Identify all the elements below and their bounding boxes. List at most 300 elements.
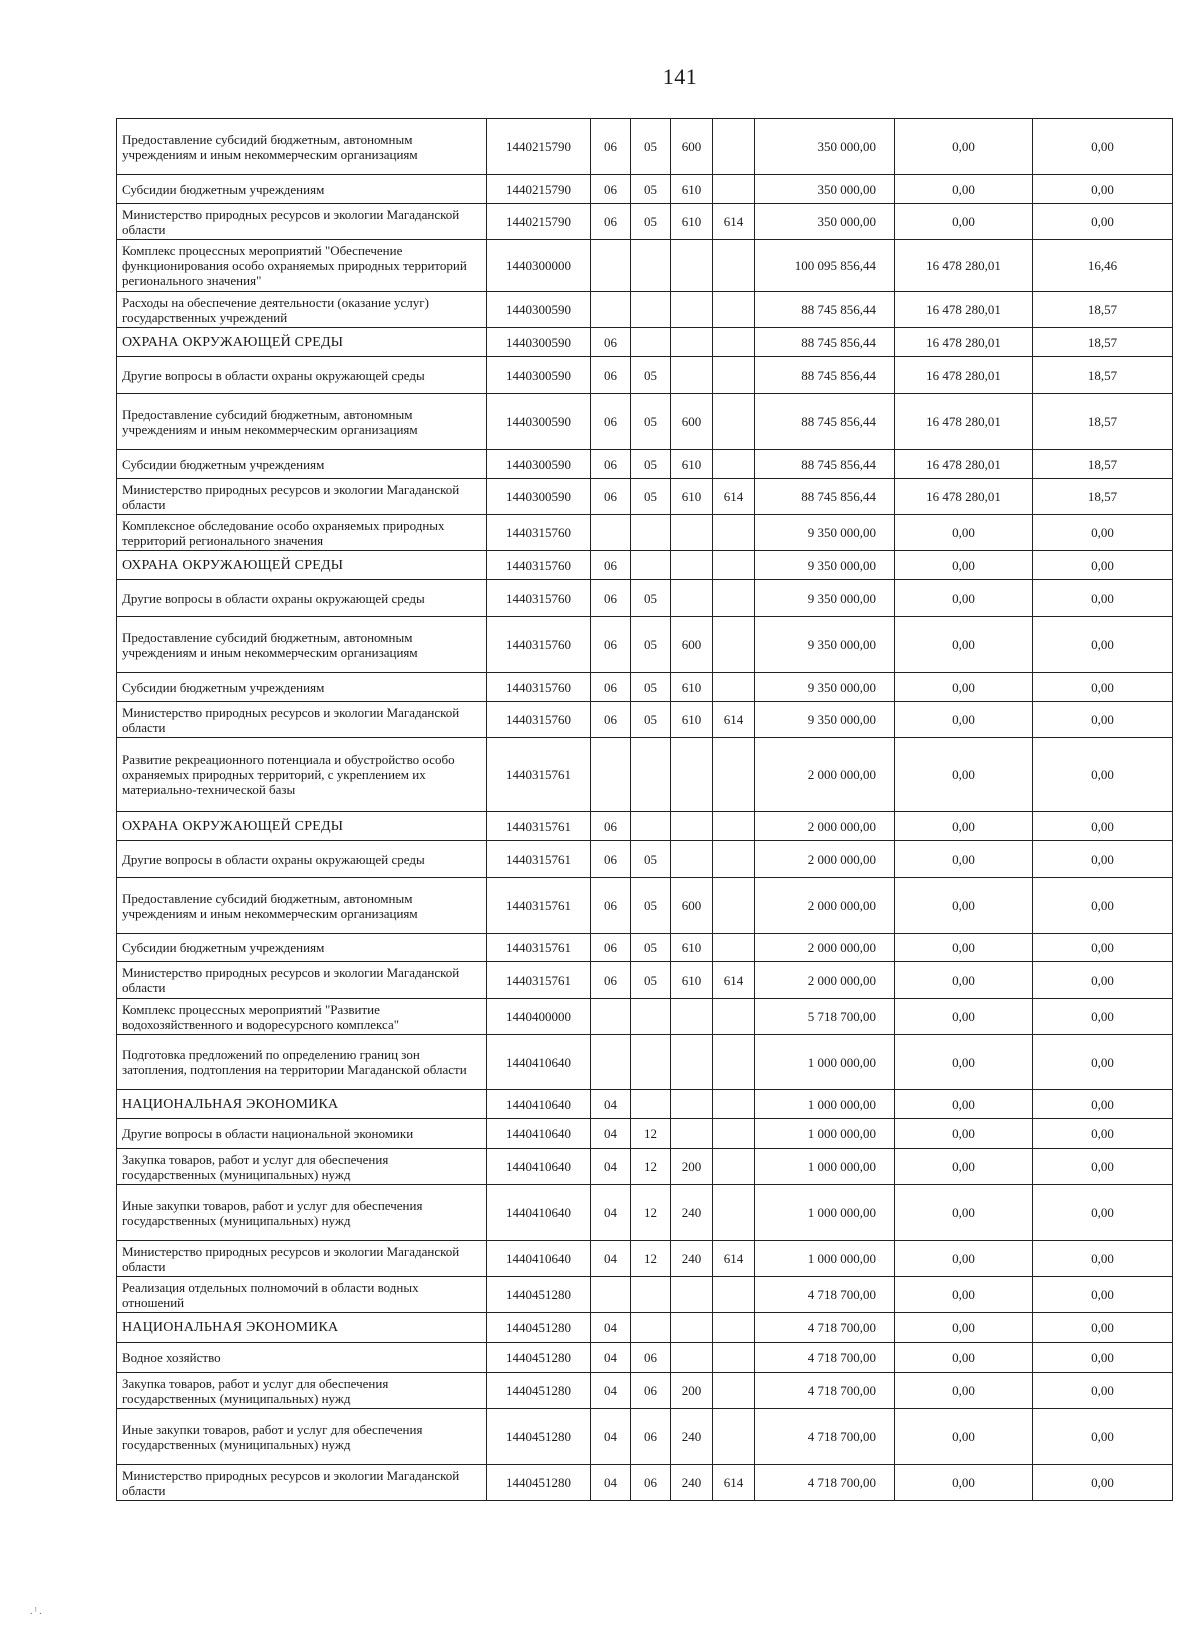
row-target-code: 1440410640 — [487, 1149, 591, 1185]
table-section-row — [117, 812, 1173, 841]
row-target-code: 1440315761 — [487, 878, 591, 934]
row-planned-amount: 9 350 000,00 — [755, 702, 895, 738]
row-actual-amount: 0,00 — [895, 1277, 1033, 1313]
row-expense-type: 200 — [671, 1373, 713, 1409]
row-name: Субсидии бюджетным учреждениям — [117, 934, 487, 962]
row-actual-amount: 0,00 — [895, 962, 1033, 999]
row-execution-percent: 0,00 — [1033, 1277, 1173, 1313]
row-execution-percent: 0,00 — [1033, 1149, 1173, 1185]
row-expense-type — [671, 580, 713, 617]
row-target-code: 1440300590 — [487, 357, 591, 394]
row-target-code: 1440451280 — [487, 1373, 591, 1409]
row-expense-type: 200 — [671, 1149, 713, 1185]
table-row — [117, 450, 1173, 479]
row-execution-percent: 0,00 — [1033, 702, 1173, 738]
row-section-code: 04 — [591, 1149, 631, 1185]
row-expense-type: 610 — [671, 702, 713, 738]
row-section-code — [591, 738, 631, 812]
row-admin-code — [713, 617, 755, 673]
row-admin-code — [713, 999, 755, 1035]
budget-execution-table — [116, 118, 1173, 1501]
row-execution-percent: 0,00 — [1033, 1373, 1173, 1409]
row-execution-percent: 0,00 — [1033, 515, 1173, 551]
row-execution-percent: 0,00 — [1033, 1119, 1173, 1149]
row-section-code: 06 — [591, 702, 631, 738]
row-name: Иные закупки товаров, работ и услуг для обеспечения государственных (муниципальных) нужд — [117, 1185, 487, 1241]
table-row — [117, 1343, 1173, 1373]
row-name: Комплекс процессных мероприятий "Развитие водохозяйственного и водоресурсного комплекса" — [117, 999, 487, 1035]
row-target-code: 1440215790 — [487, 119, 591, 175]
row-planned-amount: 88 745 856,44 — [755, 357, 895, 394]
row-planned-amount: 4 718 700,00 — [755, 1277, 895, 1313]
row-subsection-code: 05 — [631, 934, 671, 962]
table-row — [117, 175, 1173, 204]
row-name: Иные закупки товаров, работ и услуг для обеспечения государственных (муниципальных) нужд — [117, 1409, 487, 1465]
row-subsection-code: 06 — [631, 1343, 671, 1373]
row-actual-amount: 0,00 — [895, 738, 1033, 812]
table-row — [117, 999, 1173, 1035]
row-actual-amount: 0,00 — [895, 1343, 1033, 1373]
row-planned-amount: 1 000 000,00 — [755, 1149, 895, 1185]
row-expense-type: 600 — [671, 617, 713, 673]
row-name: Подготовка предложений по определению границ зон затопления, подтопления на территории Магаданской области — [117, 1035, 487, 1090]
row-name: Развитие рекреационного потенциала и обустройство особо охраняемых природных территорий, с укреплением их материально-технической базы — [117, 738, 487, 812]
row-planned-amount: 1 000 000,00 — [755, 1035, 895, 1090]
row-execution-percent: 0,00 — [1033, 580, 1173, 617]
row-execution-percent: 0,00 — [1033, 119, 1173, 175]
row-execution-percent: 16,46 — [1033, 240, 1173, 292]
row-actual-amount: 0,00 — [895, 878, 1033, 934]
table-row — [117, 1035, 1173, 1090]
row-name: Министерство природных ресурсов и экологии Магаданской области — [117, 1241, 487, 1277]
table-row — [117, 394, 1173, 450]
row-subsection-code: 12 — [631, 1185, 671, 1241]
row-subsection-code: 06 — [631, 1373, 671, 1409]
table-row — [117, 292, 1173, 328]
row-target-code: 1440410640 — [487, 1185, 591, 1241]
table-row — [117, 702, 1173, 738]
row-subsection-code — [631, 1035, 671, 1090]
row-name: Предоставление субсидий бюджетным, автономным учреждениям и иным некоммерческим организациям — [117, 119, 487, 175]
row-execution-percent: 0,00 — [1033, 1090, 1173, 1119]
row-section-code — [591, 292, 631, 328]
row-subsection-code: 05 — [631, 357, 671, 394]
row-section-code: 06 — [591, 357, 631, 394]
row-section-code — [591, 515, 631, 551]
row-actual-amount: 0,00 — [895, 1090, 1033, 1119]
table-row — [117, 1149, 1173, 1185]
row-actual-amount: 0,00 — [895, 1465, 1033, 1501]
row-target-code: 1440300590 — [487, 479, 591, 515]
row-execution-percent: 0,00 — [1033, 1185, 1173, 1241]
row-planned-amount: 5 718 700,00 — [755, 999, 895, 1035]
row-admin-code — [713, 673, 755, 702]
table-section-row — [117, 1313, 1173, 1343]
row-execution-percent: 0,00 — [1033, 204, 1173, 240]
row-execution-percent: 0,00 — [1033, 962, 1173, 999]
row-admin-code — [713, 240, 755, 292]
row-section-code: 04 — [591, 1343, 631, 1373]
row-actual-amount: 0,00 — [895, 1409, 1033, 1465]
row-actual-amount: 0,00 — [895, 1149, 1033, 1185]
row-planned-amount: 350 000,00 — [755, 175, 895, 204]
row-section-code: 06 — [591, 962, 631, 999]
row-admin-code — [713, 841, 755, 878]
table-row — [117, 1409, 1173, 1465]
row-section-code: 06 — [591, 673, 631, 702]
row-planned-amount: 4 718 700,00 — [755, 1313, 895, 1343]
row-section-code — [591, 240, 631, 292]
row-section-code: 06 — [591, 878, 631, 934]
row-expense-type: 600 — [671, 119, 713, 175]
row-admin-code — [713, 357, 755, 394]
row-planned-amount: 4 718 700,00 — [755, 1409, 895, 1465]
row-expense-type — [671, 1090, 713, 1119]
row-target-code: 1440410640 — [487, 1119, 591, 1149]
row-actual-amount: 16 478 280,01 — [895, 357, 1033, 394]
table-body — [117, 119, 1173, 1501]
row-admin-code — [713, 1373, 755, 1409]
row-expense-type — [671, 1119, 713, 1149]
row-target-code: 1440451280 — [487, 1409, 591, 1465]
row-subsection-code: 05 — [631, 617, 671, 673]
row-target-code: 1440315761 — [487, 934, 591, 962]
row-target-code: 1440451280 — [487, 1465, 591, 1501]
row-section-code: 04 — [591, 1409, 631, 1465]
row-expense-type: 610 — [671, 175, 713, 204]
row-planned-amount: 1 000 000,00 — [755, 1185, 895, 1241]
row-planned-amount: 88 745 856,44 — [755, 292, 895, 328]
row-name: Предоставление субсидий бюджетным, автономным учреждениям и иным некоммерческим организациям — [117, 617, 487, 673]
row-subsection-code: 05 — [631, 878, 671, 934]
row-target-code: 1440315760 — [487, 515, 591, 551]
row-target-code: 1440300590 — [487, 292, 591, 328]
row-name: Водное хозяйство — [117, 1343, 487, 1373]
row-planned-amount: 9 350 000,00 — [755, 551, 895, 580]
row-subsection-code — [631, 515, 671, 551]
row-expense-type: 610 — [671, 479, 713, 515]
row-name: Министерство природных ресурсов и экологии Магаданской области — [117, 702, 487, 738]
row-name: ОХРАНА ОКРУЖАЮЩЕЙ СРЕДЫ — [117, 328, 487, 357]
row-execution-percent: 0,00 — [1033, 934, 1173, 962]
row-actual-amount: 0,00 — [895, 1035, 1033, 1090]
row-expense-type: 240 — [671, 1185, 713, 1241]
row-planned-amount: 1 000 000,00 — [755, 1119, 895, 1149]
row-admin-code — [713, 1313, 755, 1343]
row-planned-amount: 1 000 000,00 — [755, 1241, 895, 1277]
row-execution-percent: 0,00 — [1033, 812, 1173, 841]
row-subsection-code — [631, 328, 671, 357]
row-expense-type — [671, 1277, 713, 1313]
row-section-code: 06 — [591, 328, 631, 357]
row-target-code: 1440315760 — [487, 580, 591, 617]
row-subsection-code: 05 — [631, 962, 671, 999]
table-row — [117, 617, 1173, 673]
row-admin-code — [713, 515, 755, 551]
row-subsection-code: 05 — [631, 702, 671, 738]
row-expense-type — [671, 328, 713, 357]
row-subsection-code: 05 — [631, 673, 671, 702]
row-expense-type — [671, 738, 713, 812]
row-actual-amount: 16 478 280,01 — [895, 479, 1033, 515]
row-admin-code — [713, 551, 755, 580]
row-target-code: 1440315760 — [487, 673, 591, 702]
row-execution-percent: 18,57 — [1033, 357, 1173, 394]
table-row — [117, 204, 1173, 240]
row-actual-amount: 0,00 — [895, 175, 1033, 204]
table-row — [117, 479, 1173, 515]
row-execution-percent: 0,00 — [1033, 1035, 1173, 1090]
row-planned-amount: 9 350 000,00 — [755, 580, 895, 617]
row-admin-code: 614 — [713, 1465, 755, 1501]
row-admin-code — [713, 1035, 755, 1090]
row-section-code: 06 — [591, 934, 631, 962]
table-section-row — [117, 1090, 1173, 1119]
row-expense-type: 610 — [671, 204, 713, 240]
row-actual-amount: 0,00 — [895, 119, 1033, 175]
row-planned-amount: 9 350 000,00 — [755, 617, 895, 673]
row-section-code: 06 — [591, 119, 631, 175]
row-actual-amount: 0,00 — [895, 1313, 1033, 1343]
row-actual-amount: 16 478 280,01 — [895, 240, 1033, 292]
row-expense-type — [671, 357, 713, 394]
row-name: Министерство природных ресурсов и экологии Магаданской области — [117, 962, 487, 999]
row-planned-amount: 1 000 000,00 — [755, 1090, 895, 1119]
row-admin-code: 614 — [713, 479, 755, 515]
row-subsection-code: 06 — [631, 1465, 671, 1501]
row-subsection-code — [631, 999, 671, 1035]
row-expense-type — [671, 292, 713, 328]
row-expense-type — [671, 999, 713, 1035]
row-actual-amount: 0,00 — [895, 515, 1033, 551]
row-target-code: 1440400000 — [487, 999, 591, 1035]
row-target-code: 1440315761 — [487, 812, 591, 841]
row-subsection-code: 05 — [631, 479, 671, 515]
table-row — [117, 580, 1173, 617]
row-planned-amount: 350 000,00 — [755, 204, 895, 240]
row-expense-type: 610 — [671, 962, 713, 999]
row-subsection-code: 05 — [631, 204, 671, 240]
row-admin-code — [713, 119, 755, 175]
row-name: Комплекс процессных мероприятий "Обеспечение функционирования особо охраняемых природных территорий регионального значения" — [117, 240, 487, 292]
row-execution-percent: 0,00 — [1033, 738, 1173, 812]
row-admin-code — [713, 812, 755, 841]
row-admin-code — [713, 1185, 755, 1241]
row-expense-type — [671, 841, 713, 878]
row-admin-code — [713, 1343, 755, 1373]
row-planned-amount: 9 350 000,00 — [755, 515, 895, 551]
row-planned-amount: 2 000 000,00 — [755, 738, 895, 812]
footer-scan-mark: . ˡ . — [30, 1606, 42, 1617]
row-subsection-code — [631, 812, 671, 841]
row-section-code: 04 — [591, 1119, 631, 1149]
row-planned-amount: 4 718 700,00 — [755, 1373, 895, 1409]
row-name: Министерство природных ресурсов и экологии Магаданской области — [117, 479, 487, 515]
row-subsection-code — [631, 1313, 671, 1343]
row-expense-type: 600 — [671, 878, 713, 934]
page-number: 141 — [662, 64, 698, 89]
row-subsection-code: 05 — [631, 841, 671, 878]
table-row — [117, 357, 1173, 394]
row-section-code — [591, 1277, 631, 1313]
table-row — [117, 962, 1173, 999]
row-section-code: 06 — [591, 204, 631, 240]
row-target-code: 1440215790 — [487, 175, 591, 204]
row-section-code: 04 — [591, 1090, 631, 1119]
row-name: Предоставление субсидий бюджетным, автономным учреждениям и иным некоммерческим организациям — [117, 394, 487, 450]
row-planned-amount: 2 000 000,00 — [755, 812, 895, 841]
row-name: Субсидии бюджетным учреждениям — [117, 673, 487, 702]
row-actual-amount: 0,00 — [895, 673, 1033, 702]
row-name: Закупка товаров, работ и услуг для обеспечения государственных (муниципальных) нужд — [117, 1149, 487, 1185]
row-subsection-code: 12 — [631, 1119, 671, 1149]
row-section-code: 06 — [591, 617, 631, 673]
row-execution-percent: 18,57 — [1033, 328, 1173, 357]
table-row — [117, 738, 1173, 812]
row-target-code: 1440315761 — [487, 841, 591, 878]
row-name: Реализация отдельных полномочий в области водных отношений — [117, 1277, 487, 1313]
row-admin-code — [713, 1149, 755, 1185]
row-name: Субсидии бюджетным учреждениям — [117, 175, 487, 204]
row-subsection-code — [631, 1090, 671, 1119]
table-section-row — [117, 551, 1173, 580]
table-row — [117, 1119, 1173, 1149]
row-actual-amount: 0,00 — [895, 551, 1033, 580]
row-subsection-code — [631, 738, 671, 812]
row-admin-code — [713, 934, 755, 962]
row-section-code: 04 — [591, 1465, 631, 1501]
row-expense-type — [671, 551, 713, 580]
row-execution-percent: 18,57 — [1033, 479, 1173, 515]
row-expense-type — [671, 240, 713, 292]
row-target-code: 1440315761 — [487, 738, 591, 812]
row-section-code: 06 — [591, 450, 631, 479]
row-name: Закупка товаров, работ и услуг для обеспечения государственных (муниципальных) нужд — [117, 1373, 487, 1409]
row-planned-amount: 88 745 856,44 — [755, 394, 895, 450]
row-expense-type — [671, 812, 713, 841]
row-admin-code: 614 — [713, 1241, 755, 1277]
row-planned-amount: 88 745 856,44 — [755, 450, 895, 479]
row-target-code: 1440451280 — [487, 1313, 591, 1343]
row-actual-amount: 16 478 280,01 — [895, 292, 1033, 328]
row-execution-percent: 18,57 — [1033, 292, 1173, 328]
row-admin-code — [713, 450, 755, 479]
row-name: Комплексное обследование особо охраняемых природных территорий регионального значения — [117, 515, 487, 551]
row-subsection-code: 06 — [631, 1409, 671, 1465]
row-planned-amount: 4 718 700,00 — [755, 1465, 895, 1501]
row-name: ОХРАНА ОКРУЖАЮЩЕЙ СРЕДЫ — [117, 812, 487, 841]
row-name: Другие вопросы в области охраны окружающей среды — [117, 841, 487, 878]
row-execution-percent: 0,00 — [1033, 1313, 1173, 1343]
row-planned-amount: 88 745 856,44 — [755, 328, 895, 357]
row-actual-amount: 0,00 — [895, 1185, 1033, 1241]
row-name: Расходы на обеспечение деятельности (оказание услуг) государственных учреждений — [117, 292, 487, 328]
row-planned-amount: 350 000,00 — [755, 119, 895, 175]
row-name: Другие вопросы в области национальной экономики — [117, 1119, 487, 1149]
row-subsection-code: 05 — [631, 119, 671, 175]
row-execution-percent: 0,00 — [1033, 1409, 1173, 1465]
table-row — [117, 878, 1173, 934]
row-section-code: 04 — [591, 1313, 631, 1343]
row-execution-percent: 0,00 — [1033, 841, 1173, 878]
row-target-code: 1440315761 — [487, 962, 591, 999]
table-row — [117, 1241, 1173, 1277]
table-row — [117, 1277, 1173, 1313]
row-admin-code — [713, 394, 755, 450]
row-target-code: 1440410640 — [487, 1090, 591, 1119]
row-name: ОХРАНА ОКРУЖАЮЩЕЙ СРЕДЫ — [117, 551, 487, 580]
row-name: НАЦИОНАЛЬНАЯ ЭКОНОМИКА — [117, 1313, 487, 1343]
row-target-code: 1440300590 — [487, 328, 591, 357]
row-actual-amount: 0,00 — [895, 617, 1033, 673]
row-target-code: 1440315760 — [487, 551, 591, 580]
row-expense-type — [671, 1035, 713, 1090]
row-section-code — [591, 1035, 631, 1090]
row-expense-type — [671, 1343, 713, 1373]
row-section-code: 04 — [591, 1241, 631, 1277]
row-execution-percent: 0,00 — [1033, 175, 1173, 204]
row-planned-amount: 9 350 000,00 — [755, 673, 895, 702]
table-section-row — [117, 328, 1173, 357]
row-admin-code — [713, 1277, 755, 1313]
row-admin-code — [713, 580, 755, 617]
row-admin-code — [713, 292, 755, 328]
row-admin-code: 614 — [713, 702, 755, 738]
row-section-code — [591, 999, 631, 1035]
row-planned-amount: 88 745 856,44 — [755, 479, 895, 515]
row-section-code: 06 — [591, 812, 631, 841]
row-admin-code — [713, 1090, 755, 1119]
row-subsection-code: 12 — [631, 1149, 671, 1185]
row-name: НАЦИОНАЛЬНАЯ ЭКОНОМИКА — [117, 1090, 487, 1119]
row-name: Министерство природных ресурсов и экологии Магаданской области — [117, 204, 487, 240]
row-actual-amount: 0,00 — [895, 1119, 1033, 1149]
row-actual-amount: 0,00 — [895, 204, 1033, 240]
row-execution-percent: 18,57 — [1033, 450, 1173, 479]
row-execution-percent: 0,00 — [1033, 1343, 1173, 1373]
row-actual-amount: 0,00 — [895, 812, 1033, 841]
row-admin-code — [713, 878, 755, 934]
row-section-code: 06 — [591, 479, 631, 515]
row-expense-type: 610 — [671, 673, 713, 702]
row-section-code: 06 — [591, 841, 631, 878]
row-actual-amount: 0,00 — [895, 999, 1033, 1035]
row-expense-type: 610 — [671, 450, 713, 479]
row-target-code: 1440451280 — [487, 1277, 591, 1313]
row-actual-amount: 0,00 — [895, 934, 1033, 962]
row-subsection-code: 05 — [631, 450, 671, 479]
table-row — [117, 515, 1173, 551]
row-expense-type: 610 — [671, 934, 713, 962]
row-execution-percent: 0,00 — [1033, 878, 1173, 934]
row-admin-code — [713, 738, 755, 812]
row-section-code: 06 — [591, 394, 631, 450]
table-row — [117, 119, 1173, 175]
row-expense-type — [671, 1313, 713, 1343]
row-planned-amount: 2 000 000,00 — [755, 841, 895, 878]
row-section-code: 04 — [591, 1185, 631, 1241]
table-row — [117, 673, 1173, 702]
row-actual-amount: 0,00 — [895, 580, 1033, 617]
row-admin-code — [713, 175, 755, 204]
row-target-code: 1440315760 — [487, 702, 591, 738]
row-name: Предоставление субсидий бюджетным, автономным учреждениям и иным некоммерческим организациям — [117, 878, 487, 934]
row-target-code: 1440315760 — [487, 617, 591, 673]
row-actual-amount: 16 478 280,01 — [895, 328, 1033, 357]
row-planned-amount: 4 718 700,00 — [755, 1343, 895, 1373]
row-admin-code — [713, 328, 755, 357]
row-actual-amount: 0,00 — [895, 1373, 1033, 1409]
